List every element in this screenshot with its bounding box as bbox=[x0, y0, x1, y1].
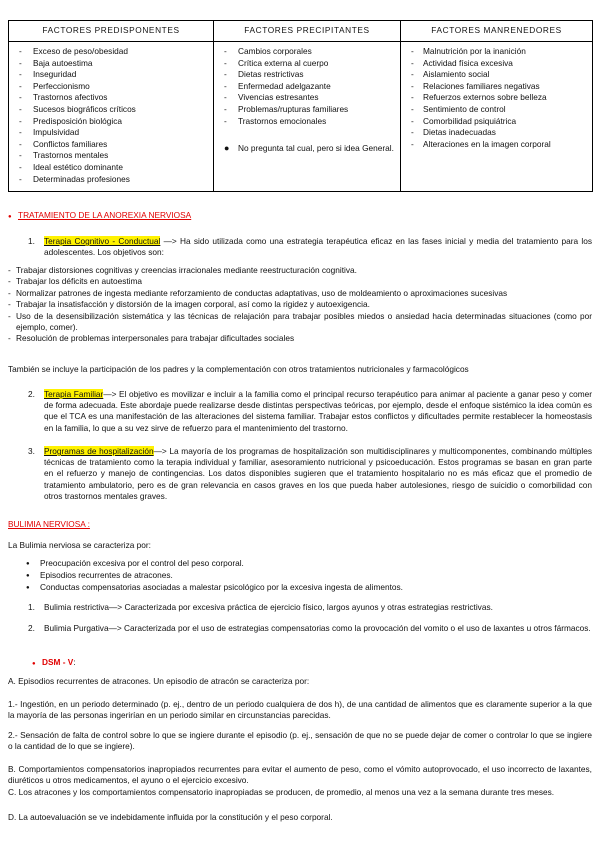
list-item: - Impulsividad bbox=[17, 127, 209, 139]
anorexia-item-2 bbox=[8, 389, 592, 434]
bulimia-type-2 bbox=[8, 623, 592, 634]
list-item: - Baja autoestima bbox=[17, 58, 209, 70]
list-item: - Inseguridad bbox=[17, 69, 209, 81]
anorexia-item-3 bbox=[8, 446, 592, 502]
item2-title: Terapia Familiar bbox=[44, 389, 104, 399]
list-item: - Trabajar los déficits en autoestima bbox=[8, 276, 592, 287]
list-item: - Cambios corporales bbox=[222, 46, 396, 58]
criterion-a2: 2.- Sensación de falta de control sobre lo que se ingiere durante el episodio (p. ej., sensación de que no se puede dejar de comer o controlar lo que se ingiere o la cantidad de lo que se ingiere). bbox=[8, 730, 592, 752]
item3-title: Programas de hospitalización bbox=[44, 446, 154, 456]
list-item: - Trabajar la insatisfacción y distorsión de la imagen corporal, así como la rigidez y autoexigencia. bbox=[8, 299, 592, 310]
bulimia-heading: BULIMIA NERVIOSA : bbox=[8, 519, 90, 529]
anorexia-item-1 bbox=[8, 236, 592, 258]
precipitantes-note bbox=[222, 143, 396, 155]
list-item: - Enfermedad adelgazante bbox=[222, 81, 396, 93]
dsm-colon: : bbox=[73, 657, 76, 667]
list-item: - Vivencias estresantes bbox=[222, 92, 396, 104]
item-number: 3. bbox=[28, 446, 35, 456]
bulimia-intro: La Bulimia nerviosa se caracteriza por: bbox=[8, 540, 151, 550]
criterion-d: D. La autoevaluación se ve indebidamente influida por la constitución y el peso corporal. bbox=[8, 812, 333, 822]
list-item: - Dietas restrictivas bbox=[222, 69, 396, 81]
objetivos-list bbox=[8, 265, 592, 345]
anorexia-heading-text: TRATAMIENTO DE LA ANOREXIA NERVIOSA bbox=[18, 210, 192, 220]
list-item: - Resolución de problemas interpersonales para trabajar dificultades sociales bbox=[8, 333, 592, 344]
bullet-icon: ● bbox=[224, 143, 230, 154]
list-item: - Trastornos mentales bbox=[17, 150, 209, 162]
item1-title: Terapia Cognitivo - Conductual bbox=[44, 236, 161, 246]
list-item: - Refuerzos externos sobre belleza bbox=[409, 92, 588, 104]
item-number: 2. bbox=[28, 389, 35, 399]
list-item: - Relaciones familiares negativas bbox=[409, 81, 588, 93]
list-item: - Sucesos biográficos críticos bbox=[17, 104, 209, 116]
list-item: - Perfeccionismo bbox=[17, 81, 209, 93]
item2-text: —> El objetivo es movilizar e incluir a la familia como el principal recurso terapéutico para animar al paciente a ganar peso y comer de forma adecuada. Este abordaje puede realizarse desde distintas perspectivas teóricas, por ejemplo, desde el enfoque sistémico la idea común es que el TCA es una manifestación de las alteraciones del sistema familiar. Trabajar estos conflictos y dificultades permite restablecer la homeostasis en la familia, lo que a su vez sirve de refuerzo para el mantenimiento del trastorno. bbox=[44, 389, 592, 433]
dsm-label-text: DSM - V bbox=[42, 657, 74, 667]
also-paragraph: También se incluye la participación de los padres y la complementación con otros tratamientos nutricionales y farmacológicos bbox=[8, 364, 469, 374]
dsm-label bbox=[8, 657, 592, 668]
header-precipitantes: FACTORES PRECIPITANTES bbox=[214, 21, 401, 42]
bullet-icon: ● bbox=[8, 214, 12, 220]
list-item: - Predisposición biológica bbox=[17, 116, 209, 128]
list-item: - Determinadas profesiones bbox=[17, 174, 209, 186]
header-mantenedores: FACTORES MANRENEDORES bbox=[401, 21, 593, 42]
item1-text: —> Ha sido utilizada como una estrategia terapéutica eficaz en las fases inicial y media del tratamiento para los adolescentes. Los objetivos son: bbox=[44, 236, 592, 258]
note-text: No pregunta tal cual, pero si idea General. bbox=[238, 143, 394, 154]
precipitantes-cell bbox=[214, 42, 401, 192]
list-item: - Actividad física excesiva bbox=[409, 58, 588, 70]
mantenedores-list bbox=[409, 46, 588, 150]
list-item: - Crítica externa al cuerpo bbox=[222, 58, 396, 70]
header-predisponentes: FACTORES PREDISPONENTES bbox=[9, 21, 214, 42]
predisponentes-list bbox=[17, 46, 209, 185]
criterion-c: C. Los atracones y los comportamientos compensatorio inapropiadas se producen, de promedio, al menos una vez a la semana durante tres meses. bbox=[8, 787, 555, 797]
list-item: - Trastornos emocionales bbox=[222, 116, 396, 128]
list-item: - Comorbilidad psiquiátrica bbox=[409, 116, 588, 128]
list-item: - Alteraciones en la imagen corporal bbox=[409, 139, 588, 151]
item-number: 1. bbox=[28, 236, 35, 246]
list-item: ● Preocupación excesiva por el control del peso corporal. bbox=[8, 558, 592, 570]
precipitantes-list bbox=[222, 46, 396, 127]
list-item: - Aislamiento social bbox=[409, 69, 588, 81]
bulimia-characteristics bbox=[8, 558, 592, 593]
item-number: 2. bbox=[28, 623, 35, 633]
list-item: - Problemas/rupturas familiares bbox=[222, 104, 396, 116]
list-item: - Ideal estético dominante bbox=[17, 162, 209, 174]
list-item: ● Episodios recurrentes de atracones. bbox=[8, 570, 592, 582]
list-item: - Conflictos familiares bbox=[17, 139, 209, 151]
item-number: 1. bbox=[28, 602, 35, 612]
mantenedores-cell bbox=[401, 42, 593, 192]
criterion-a1: 1.- Ingestión, en un periodo determinado (p. ej., dentro de un periodo cualquiera de dos h), de una cantidad de alimentos que es claramente superior a la que la mayoría de las personas ingerirían en un periodo similar en circunstancias parecidas. bbox=[8, 699, 592, 721]
list-item: - Normalizar patrones de ingesta mediante reforzamiento de conductas adaptativas, uso de moldeamiento o aproximaciones sucesivas bbox=[8, 288, 592, 299]
list-item: - Exceso de peso/obesidad bbox=[17, 46, 209, 58]
item3-text: —> La mayoría de los programas de hospitalización son multidisciplinares y multicomponentes, combinando múltiples técnicas de tratamiento como la terapia individual y familiar, asesoramiento nutricional y psicoeducación. Estos programas se basan en gran parte en el refuerzo y manejo de contingencias. Los datos disponibles sugieren que el tratamiento hospitalario no es más eficaz que el promedio de tratamiento ambulatorio, pero es de gran relevancia en casos graves en los que pueda haber autolesiones, riesgo de suicidio o comorbilidad con otros trastornos mentales graves. bbox=[44, 446, 593, 501]
list-item: - Dietas inadecuadas bbox=[409, 127, 588, 139]
bullet-icon: ● bbox=[32, 661, 36, 667]
factors-table bbox=[8, 20, 593, 192]
bulimia-type-1 bbox=[8, 602, 592, 613]
type1-text: Bulimia restrictiva—> Caracterizada por excesiva práctica de ejercicio físico, largos ayunos y otras estrategias restrictivas. bbox=[44, 602, 493, 612]
list-item: - Sentimiento de control bbox=[409, 104, 588, 116]
list-item: ● Conductas compensatorias asociadas a malestar psicológico por la excesiva ingesta de alimentos. bbox=[8, 582, 592, 594]
type2-text: Bulimia Purgativa—> Caracterizada por el uso de estrategias compensatorias como la provocación del vomito o el uso de laxantes u otros fármacos. bbox=[44, 623, 591, 633]
list-item: - Trabajar distorsiones cognitivas y creencias irracionales mediante reestructuración cognitiva. bbox=[8, 265, 592, 276]
anorexia-heading bbox=[8, 210, 592, 221]
list-item: - Trastornos afectivos bbox=[17, 92, 209, 104]
list-item: - Uso de la desensibilización sistemática y las técnicas de relajación para trabajar posibles miedos o ansiedad hacia determinadas situaciones (como por ejemplo, comer). bbox=[8, 311, 592, 334]
criterion-b: B. Comportamientos compensatorios inapropiados recurrentes para evitar el aumento de peso, como el vómito autoprovocado, el uso incorrecto de laxantes, diuréticos u otros medicamentos, el ayuno o el ejercicio excesivo. bbox=[8, 764, 592, 786]
criterion-a: A. Episodios recurrentes de atracones. Un episodio de atracón se caracteriza por: bbox=[8, 676, 310, 686]
predisponentes-cell bbox=[9, 42, 214, 192]
list-item: - Malnutrición por la inanición bbox=[409, 46, 588, 58]
